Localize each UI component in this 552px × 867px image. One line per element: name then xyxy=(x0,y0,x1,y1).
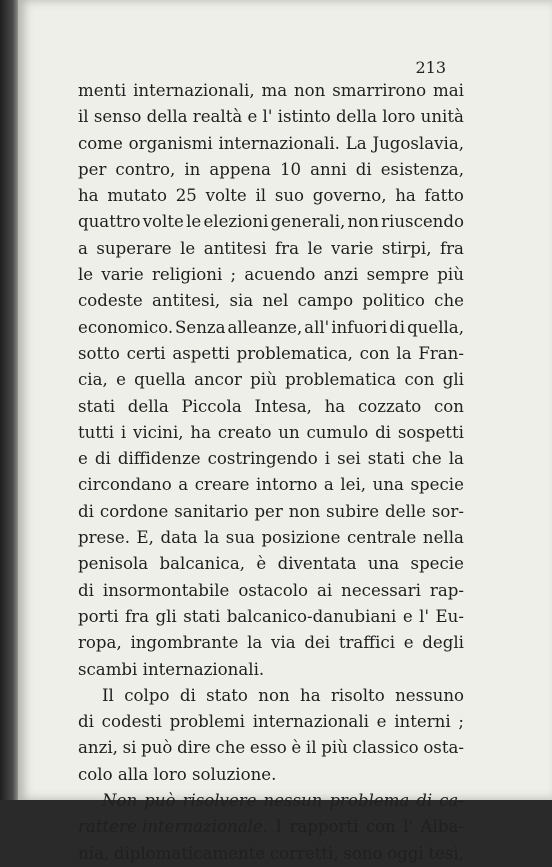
word: degli xyxy=(422,633,464,653)
word: sanitario xyxy=(174,501,249,521)
text-line xyxy=(78,657,464,683)
word: creato xyxy=(217,422,272,442)
word: è xyxy=(291,738,302,758)
word: per xyxy=(78,159,107,179)
word: è xyxy=(256,554,267,574)
text-line xyxy=(78,157,464,183)
word: e xyxy=(403,633,414,653)
word: quattro xyxy=(78,212,141,232)
word: circondano xyxy=(78,475,172,495)
text-line xyxy=(78,367,464,393)
word: stato xyxy=(206,685,248,705)
word: sospetti xyxy=(397,422,464,442)
word: Senza xyxy=(175,317,226,337)
word: lei, xyxy=(340,475,367,495)
text-line xyxy=(78,578,464,604)
word: stirpi, xyxy=(381,238,432,258)
text-line xyxy=(78,446,464,472)
text-line xyxy=(78,288,464,314)
word: Eu- xyxy=(435,606,464,626)
word: Jugoslavia, xyxy=(372,133,464,153)
word: che xyxy=(411,449,442,469)
word: il xyxy=(305,738,317,758)
word: internazionali. xyxy=(218,133,340,153)
word: specie xyxy=(410,475,464,495)
word: stati xyxy=(78,396,116,416)
word: tutti xyxy=(78,422,114,442)
word: Piccola xyxy=(181,396,242,416)
text-line xyxy=(78,472,464,498)
word: può xyxy=(141,738,173,758)
word: antitesi xyxy=(203,238,267,258)
word: interni xyxy=(394,712,451,732)
word: penisola xyxy=(78,554,149,574)
word: più xyxy=(321,738,348,758)
word: ha xyxy=(395,186,416,206)
word: aspetti xyxy=(172,343,230,363)
word: può xyxy=(144,791,176,811)
word: mai xyxy=(433,81,464,100)
word: corretti, xyxy=(269,843,339,863)
word: data xyxy=(160,528,198,548)
text-line xyxy=(78,104,464,130)
word: di xyxy=(78,501,94,521)
word: nia, xyxy=(78,843,110,863)
word: prese. xyxy=(78,528,130,548)
word: di xyxy=(416,791,433,811)
word: Non xyxy=(102,791,138,811)
word: oggi xyxy=(387,843,424,863)
text-line-content: colo alla loro soluzione. xyxy=(78,764,277,784)
word: acuendo xyxy=(244,265,316,285)
text-line xyxy=(78,788,464,814)
text-line xyxy=(78,315,464,341)
text-line xyxy=(78,604,464,630)
word: vicini, xyxy=(133,422,184,442)
word: stati xyxy=(183,606,221,626)
word: fra xyxy=(439,238,464,258)
word: e xyxy=(78,449,88,469)
word: stati xyxy=(367,449,405,469)
word: internazionali xyxy=(252,712,369,732)
word: risolto xyxy=(331,685,385,705)
word: 25 xyxy=(175,186,197,206)
page-number: 213 xyxy=(415,58,446,77)
word: senso xyxy=(93,107,142,127)
word: quella, xyxy=(407,317,464,337)
word: di xyxy=(78,712,94,732)
word: Il xyxy=(102,685,114,705)
word: traffici xyxy=(338,633,396,653)
text-line xyxy=(78,683,464,709)
word: i xyxy=(324,449,331,469)
word: rapporti xyxy=(289,817,359,837)
word: problemi xyxy=(169,712,245,732)
word: problematica, xyxy=(236,343,353,363)
italic-phrase: rattere internazionale. xyxy=(78,817,269,837)
word: religioni xyxy=(152,265,223,285)
word: suo xyxy=(274,186,305,206)
word: ropa, xyxy=(78,633,122,653)
word: economico. xyxy=(78,317,174,337)
word: più xyxy=(250,370,277,390)
word: e xyxy=(116,370,126,390)
word: infuori xyxy=(331,317,388,337)
word: l' xyxy=(419,606,430,626)
word: la xyxy=(396,343,412,363)
word: problematica xyxy=(285,370,397,390)
word: nessuno xyxy=(395,685,464,705)
word: anzi xyxy=(323,265,359,285)
word: come xyxy=(78,133,123,153)
word: una xyxy=(367,554,400,574)
word: codesti xyxy=(101,712,162,732)
word: sotto xyxy=(78,343,120,363)
word: per xyxy=(254,501,283,521)
word: politico xyxy=(362,291,425,311)
text-line xyxy=(78,209,464,235)
word: all' xyxy=(304,317,330,337)
word: diventata xyxy=(277,554,357,574)
word: I xyxy=(275,817,283,837)
word: esso xyxy=(249,738,287,758)
word: sor- xyxy=(431,501,464,521)
word: specie xyxy=(410,554,464,574)
word: della xyxy=(146,107,188,127)
word: si xyxy=(122,738,137,758)
word: cozzato xyxy=(357,396,422,416)
text-line xyxy=(78,630,464,656)
word: balcanico-danubiani xyxy=(226,606,397,626)
word: certi xyxy=(126,343,166,363)
word: ; xyxy=(230,265,237,285)
word: varie xyxy=(331,238,374,258)
word: necessari xyxy=(341,580,421,600)
word: loro xyxy=(382,107,416,127)
word: fra xyxy=(125,606,149,626)
word: 10 xyxy=(279,159,302,179)
word: il xyxy=(78,107,89,127)
word: sia xyxy=(229,291,254,311)
word: esistenza, xyxy=(380,159,464,179)
text-line xyxy=(78,236,464,262)
word: nella xyxy=(422,528,464,548)
word: cordone xyxy=(99,501,169,521)
book-page xyxy=(18,0,552,863)
word: le xyxy=(180,238,196,258)
text-line xyxy=(78,78,464,104)
word: campo xyxy=(297,291,354,311)
text-line-content: scambi internazionali. xyxy=(78,659,265,679)
word: fatto xyxy=(424,186,464,206)
word: l' xyxy=(262,107,273,127)
word: la xyxy=(204,528,220,548)
word: una xyxy=(372,475,404,495)
word: ma xyxy=(261,81,288,100)
word: della xyxy=(127,396,169,416)
word: le xyxy=(78,265,94,285)
word: non xyxy=(347,212,379,232)
word: appena xyxy=(209,159,271,179)
word: a xyxy=(323,475,334,495)
word: in xyxy=(184,159,201,179)
word: centrale xyxy=(346,528,417,548)
text-line xyxy=(78,709,464,735)
page-body-text xyxy=(78,78,464,867)
word: E, xyxy=(136,528,154,548)
word: che xyxy=(434,291,464,311)
word: un xyxy=(278,422,300,442)
word: i xyxy=(120,422,127,442)
text-line xyxy=(78,131,464,157)
text-line xyxy=(78,183,464,209)
word: sono xyxy=(343,843,383,863)
word: realtà xyxy=(192,107,243,127)
word: organismi xyxy=(128,133,213,153)
word: sempre xyxy=(366,265,430,285)
word: intorno xyxy=(256,475,318,495)
word: costringendo xyxy=(207,449,318,469)
word: ostacolo xyxy=(238,580,308,600)
word: mutato xyxy=(107,186,167,206)
word: e xyxy=(247,107,258,127)
word: della xyxy=(336,107,377,127)
word: di xyxy=(355,159,372,179)
word: delle xyxy=(385,501,426,521)
text-line xyxy=(78,341,464,367)
text-line xyxy=(78,762,464,788)
word: a xyxy=(178,475,189,495)
word: balcanica, xyxy=(159,554,245,574)
word: elezioni xyxy=(203,212,269,232)
word: nel xyxy=(262,291,289,311)
word: ; xyxy=(458,712,464,732)
word: con xyxy=(359,343,390,363)
word: subire xyxy=(326,501,380,521)
word: codeste xyxy=(78,291,143,311)
word: colpo xyxy=(124,685,170,705)
word: di xyxy=(78,580,94,600)
word: gli xyxy=(155,606,177,626)
word: smarrirono xyxy=(332,81,427,100)
word: le xyxy=(307,238,323,258)
word: che xyxy=(215,738,246,758)
word: diffidenze xyxy=(117,449,201,469)
text-line xyxy=(78,420,464,446)
word: cia, xyxy=(78,370,108,390)
text-line xyxy=(78,499,464,525)
word: di xyxy=(94,449,111,469)
word: unità xyxy=(420,107,464,127)
text-line xyxy=(78,841,464,867)
word: antitesi, xyxy=(152,291,221,311)
word: Intesa, xyxy=(254,396,312,416)
word: e xyxy=(402,606,413,626)
book-binding-edge xyxy=(0,0,18,800)
word: fra xyxy=(275,238,299,258)
text-line xyxy=(78,394,464,420)
word: menti xyxy=(78,81,127,100)
word: varie xyxy=(101,265,144,285)
word: ai xyxy=(316,580,333,600)
text-line xyxy=(78,262,464,288)
word: osta- xyxy=(423,738,464,758)
word: più xyxy=(437,265,464,285)
word: non xyxy=(288,501,321,521)
word: problema xyxy=(329,791,410,811)
word: anni xyxy=(310,159,347,179)
word: Fran- xyxy=(418,343,464,363)
word: generali, xyxy=(270,212,346,232)
text-line xyxy=(78,525,464,551)
word: istinto xyxy=(277,107,331,127)
word: diplomaticamente xyxy=(113,843,266,863)
word: posizione xyxy=(261,528,341,548)
word: ha xyxy=(78,186,99,206)
word: e xyxy=(376,712,387,732)
word: sua xyxy=(225,528,255,548)
word: sei xyxy=(337,449,361,469)
word: ingombrante xyxy=(130,633,239,653)
word: porti xyxy=(78,606,119,626)
word: ca- xyxy=(439,791,464,811)
word: volte xyxy=(142,212,184,232)
word: ancor xyxy=(194,370,242,390)
word: a xyxy=(78,238,88,258)
word: con xyxy=(365,817,396,837)
word: internazionali, xyxy=(133,81,255,100)
word: Alba- xyxy=(420,817,464,837)
word: gli xyxy=(442,370,464,390)
word: via xyxy=(271,633,296,653)
word: anzi, xyxy=(78,738,118,758)
text-line xyxy=(78,814,464,840)
word: di xyxy=(375,422,391,442)
word: creare xyxy=(194,475,250,495)
word: La xyxy=(345,133,367,153)
word: dire xyxy=(177,738,211,758)
word: governo, xyxy=(312,186,387,206)
word: insormontabile xyxy=(102,580,230,600)
word: il xyxy=(255,186,267,206)
word: di xyxy=(389,317,406,337)
word: quella xyxy=(134,370,186,390)
word: di xyxy=(179,685,196,705)
word: con xyxy=(404,370,435,390)
word: superare xyxy=(96,238,172,258)
word: le xyxy=(186,212,202,232)
word: rap- xyxy=(429,580,464,600)
word: classico xyxy=(352,738,419,758)
word: ha xyxy=(324,396,346,416)
word: ha xyxy=(190,422,211,442)
word: la xyxy=(247,633,263,653)
word: contro, xyxy=(115,159,176,179)
word: nessun xyxy=(263,791,323,811)
word: cumulo xyxy=(306,422,369,442)
word: non xyxy=(294,81,326,100)
text-line xyxy=(78,551,464,577)
word: ha xyxy=(300,685,321,705)
word: non xyxy=(258,685,290,705)
word: con xyxy=(434,396,464,416)
word: tesi, xyxy=(428,843,464,863)
word: alleanze, xyxy=(227,317,303,337)
word: la xyxy=(448,449,464,469)
text-line xyxy=(78,735,464,761)
word: volte xyxy=(205,186,247,206)
word: riuscendo xyxy=(381,212,464,232)
word: dei xyxy=(304,633,331,653)
word: risolvere xyxy=(182,791,257,811)
word: l' xyxy=(403,817,414,837)
